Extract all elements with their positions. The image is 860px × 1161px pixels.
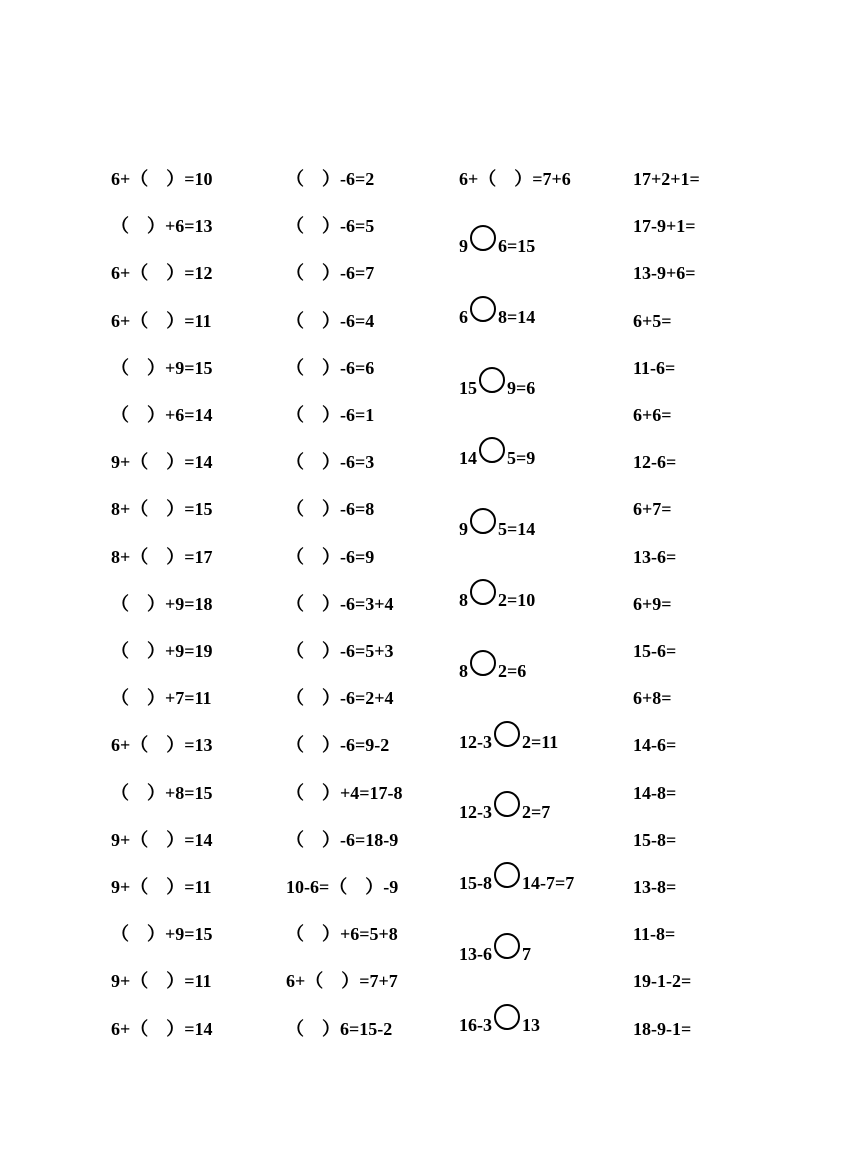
compare-problem	[459, 929, 531, 965]
problem-7: 9+（ ）=14	[111, 452, 213, 473]
compare-problem	[459, 504, 535, 540]
problem-4: 6+（ ）=11	[111, 310, 212, 331]
problem-3: 6+（ ）=12	[111, 263, 213, 284]
compare-left: 15	[459, 377, 477, 398]
problem-12: （ ）+7=11	[111, 688, 212, 709]
answer-circle[interactable]	[494, 862, 520, 888]
problem-9: （ ）-6=9	[286, 546, 375, 567]
answer-circle[interactable]	[494, 721, 520, 747]
problem-2: （ ）-6=5	[286, 216, 375, 237]
compare-left: 8	[459, 590, 468, 610]
compare-left: 8	[459, 660, 468, 681]
compare-left: 15-8	[459, 873, 492, 894]
problem-5: 11-6=	[633, 357, 676, 378]
problem-2: 17-9+1=	[633, 216, 696, 237]
problem-14: （ ）+4=17-8	[286, 782, 403, 803]
compare-right: 14-7=7	[522, 873, 575, 894]
compare-problem	[459, 363, 535, 399]
compare-left: 13-6	[459, 944, 492, 964]
answer-circle[interactable]	[494, 791, 520, 817]
problem-6: （ ）-6=1	[286, 405, 375, 425]
compare-left: 6	[459, 306, 468, 327]
problem-11: （ ）-6=5+3	[286, 641, 394, 661]
problem-19: 18-9-1=	[633, 1018, 692, 1039]
problem-12: （ ）-6=2+4	[286, 688, 394, 709]
problem-16: 9+（ ）=11	[111, 877, 212, 897]
problem-11: （ ）+9=19	[111, 641, 213, 661]
problem-10: （ ）+9=18	[111, 593, 213, 614]
problem-18: 6+（ ）=7+7	[286, 971, 398, 992]
compare-left: 16-3	[459, 1014, 492, 1035]
compare-right: 5=14	[498, 519, 536, 540]
compare-problem	[459, 787, 550, 823]
compare-right: 8=14	[498, 306, 536, 327]
compare-right: 2=6	[498, 660, 527, 681]
problem-6: 6+6=	[633, 405, 672, 425]
compare-left: 9	[459, 236, 468, 256]
compare-right: 7	[522, 944, 531, 964]
problem-18: 9+（ ）=11	[111, 971, 212, 992]
problem-13: （ ）-6=9-2	[286, 735, 390, 756]
problem-17: （ ）+9=15	[111, 924, 213, 945]
problem-3: （ ）-6=7	[286, 263, 375, 284]
problem-4: 6+5=	[633, 310, 672, 331]
compare-problem	[459, 646, 526, 682]
problem-5: （ ）-6=6	[286, 357, 375, 378]
compare-left: 12-3	[459, 802, 492, 823]
problem-19: （ ）6=15-2	[286, 1018, 393, 1039]
problem-1: （ ）-6=2	[286, 169, 375, 189]
compare-right: 2=10	[498, 590, 536, 610]
compare-left: 9	[459, 519, 468, 540]
problem-17: （ ）+6=5+8	[286, 924, 398, 945]
problem-13: 6+（ ）=13	[111, 735, 213, 756]
problem-2: （ ）+6=13	[111, 216, 213, 237]
compare-problem	[459, 717, 558, 753]
problem-9: 13-6=	[633, 546, 677, 567]
problem-1: 17+2+1=	[633, 169, 700, 189]
problem-19: 6+（ ）=14	[111, 1018, 213, 1039]
compare-problem	[459, 575, 535, 611]
problem-7: 12-6=	[633, 452, 677, 473]
answer-circle[interactable]	[470, 579, 496, 605]
problem-8: 8+（ ）=15	[111, 499, 213, 520]
compare-right: 13	[522, 1014, 540, 1035]
answer-circle[interactable]	[479, 367, 505, 393]
compare-right: 9=6	[507, 377, 536, 398]
answer-circle[interactable]	[470, 225, 496, 251]
problem-15: （ ）-6=18-9	[286, 829, 399, 850]
problem-3: 13-9+6=	[633, 263, 696, 284]
problem-7: （ ）-6=3	[286, 452, 375, 473]
problem-8: 6+7=	[633, 499, 672, 520]
problem-9: 8+（ ）=17	[111, 546, 213, 567]
answer-circle[interactable]	[470, 296, 496, 322]
compare-problem	[459, 1000, 540, 1036]
compare-left: 12-3	[459, 731, 492, 752]
problem-18: 19-1-2=	[633, 971, 692, 992]
problem-15: 15-8=	[633, 829, 677, 850]
problem-14: （ ）+8=15	[111, 782, 213, 803]
problem-10: 6+9=	[633, 593, 672, 614]
problem-16: 10-6=（ ）-9	[286, 877, 399, 897]
problem-8: （ ）-6=8	[286, 499, 375, 520]
problem-4: （ ）-6=4	[286, 310, 375, 331]
problem-16: 13-8=	[633, 877, 677, 897]
compare-right: 5=9	[507, 448, 536, 469]
compare-problem	[459, 858, 574, 894]
problem-14: 14-8=	[633, 782, 677, 803]
problem-1: 6+（ ）=10	[111, 169, 213, 189]
problem-13: 14-6=	[633, 735, 677, 756]
problem-1: 6+（ ）=7+6	[459, 169, 571, 189]
answer-circle[interactable]	[470, 650, 496, 676]
answer-circle[interactable]	[470, 508, 496, 534]
compare-problem	[459, 433, 535, 469]
problem-10: （ ）-6=3+4	[286, 593, 394, 614]
compare-right: 2=11	[522, 731, 559, 752]
answer-circle[interactable]	[479, 437, 505, 463]
problem-15: 9+（ ）=14	[111, 829, 213, 850]
compare-right: 2=7	[522, 802, 551, 823]
answer-circle[interactable]	[494, 1004, 520, 1030]
problem-17: 11-8=	[633, 924, 676, 945]
problem-11: 15-6=	[633, 641, 677, 661]
problem-12: 6+8=	[633, 688, 672, 709]
problem-6: （ ）+6=14	[111, 405, 213, 425]
problem-5: （ ）+9=15	[111, 357, 213, 378]
compare-problem	[459, 221, 535, 257]
answer-circle[interactable]	[494, 933, 520, 959]
compare-problem	[459, 292, 535, 328]
compare-right: 6=15	[498, 236, 536, 256]
compare-left: 14	[459, 448, 477, 469]
